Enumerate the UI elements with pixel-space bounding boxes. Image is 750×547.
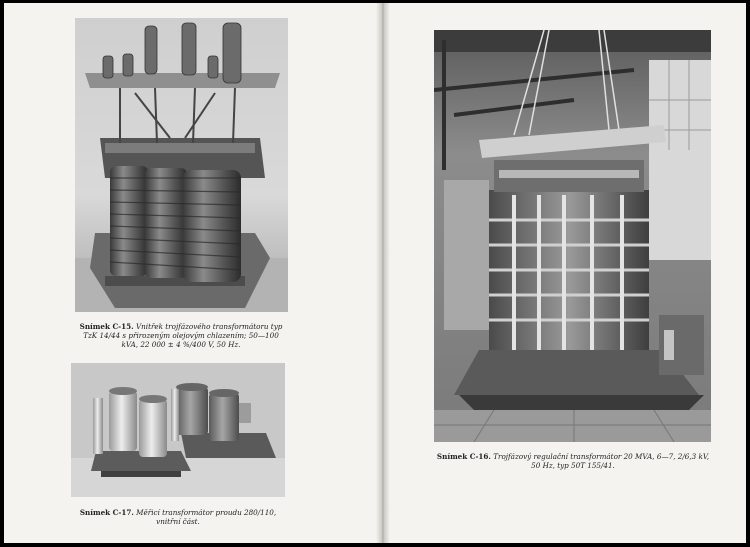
photo-c15-transformer-interior <box>75 18 288 312</box>
caption-c17 <box>70 508 286 526</box>
caption-c16-text: Trojfázový regulační transformátor 20 MVA, 6—7, 2/6,3 kV, 50 Hz, typ 50T 155/41. <box>493 452 710 470</box>
caption-c17-label: Snímek C-17. <box>79 508 134 517</box>
caption-c15 <box>74 322 288 349</box>
caption-c16 <box>436 452 710 470</box>
photo-c16-regulating-transformer <box>434 30 711 442</box>
photo-c17-current-transformer <box>71 363 285 497</box>
book-gutter <box>376 3 390 543</box>
caption-c16-label: Snímek C-16. <box>436 452 491 461</box>
caption-c15-text: Vnitřek trojfázového transformátoru typ TzK 14/44 s přirozeným olejovým chlazením; 50—100 kVA, 22 000 ± 4 %/400 V, 50 Hz. <box>83 322 283 349</box>
caption-c15-label: Snímek C-15. <box>79 322 134 331</box>
caption-c17-text: Měřicí transformátor proudu 280/110, vnitřní část. <box>136 508 277 526</box>
